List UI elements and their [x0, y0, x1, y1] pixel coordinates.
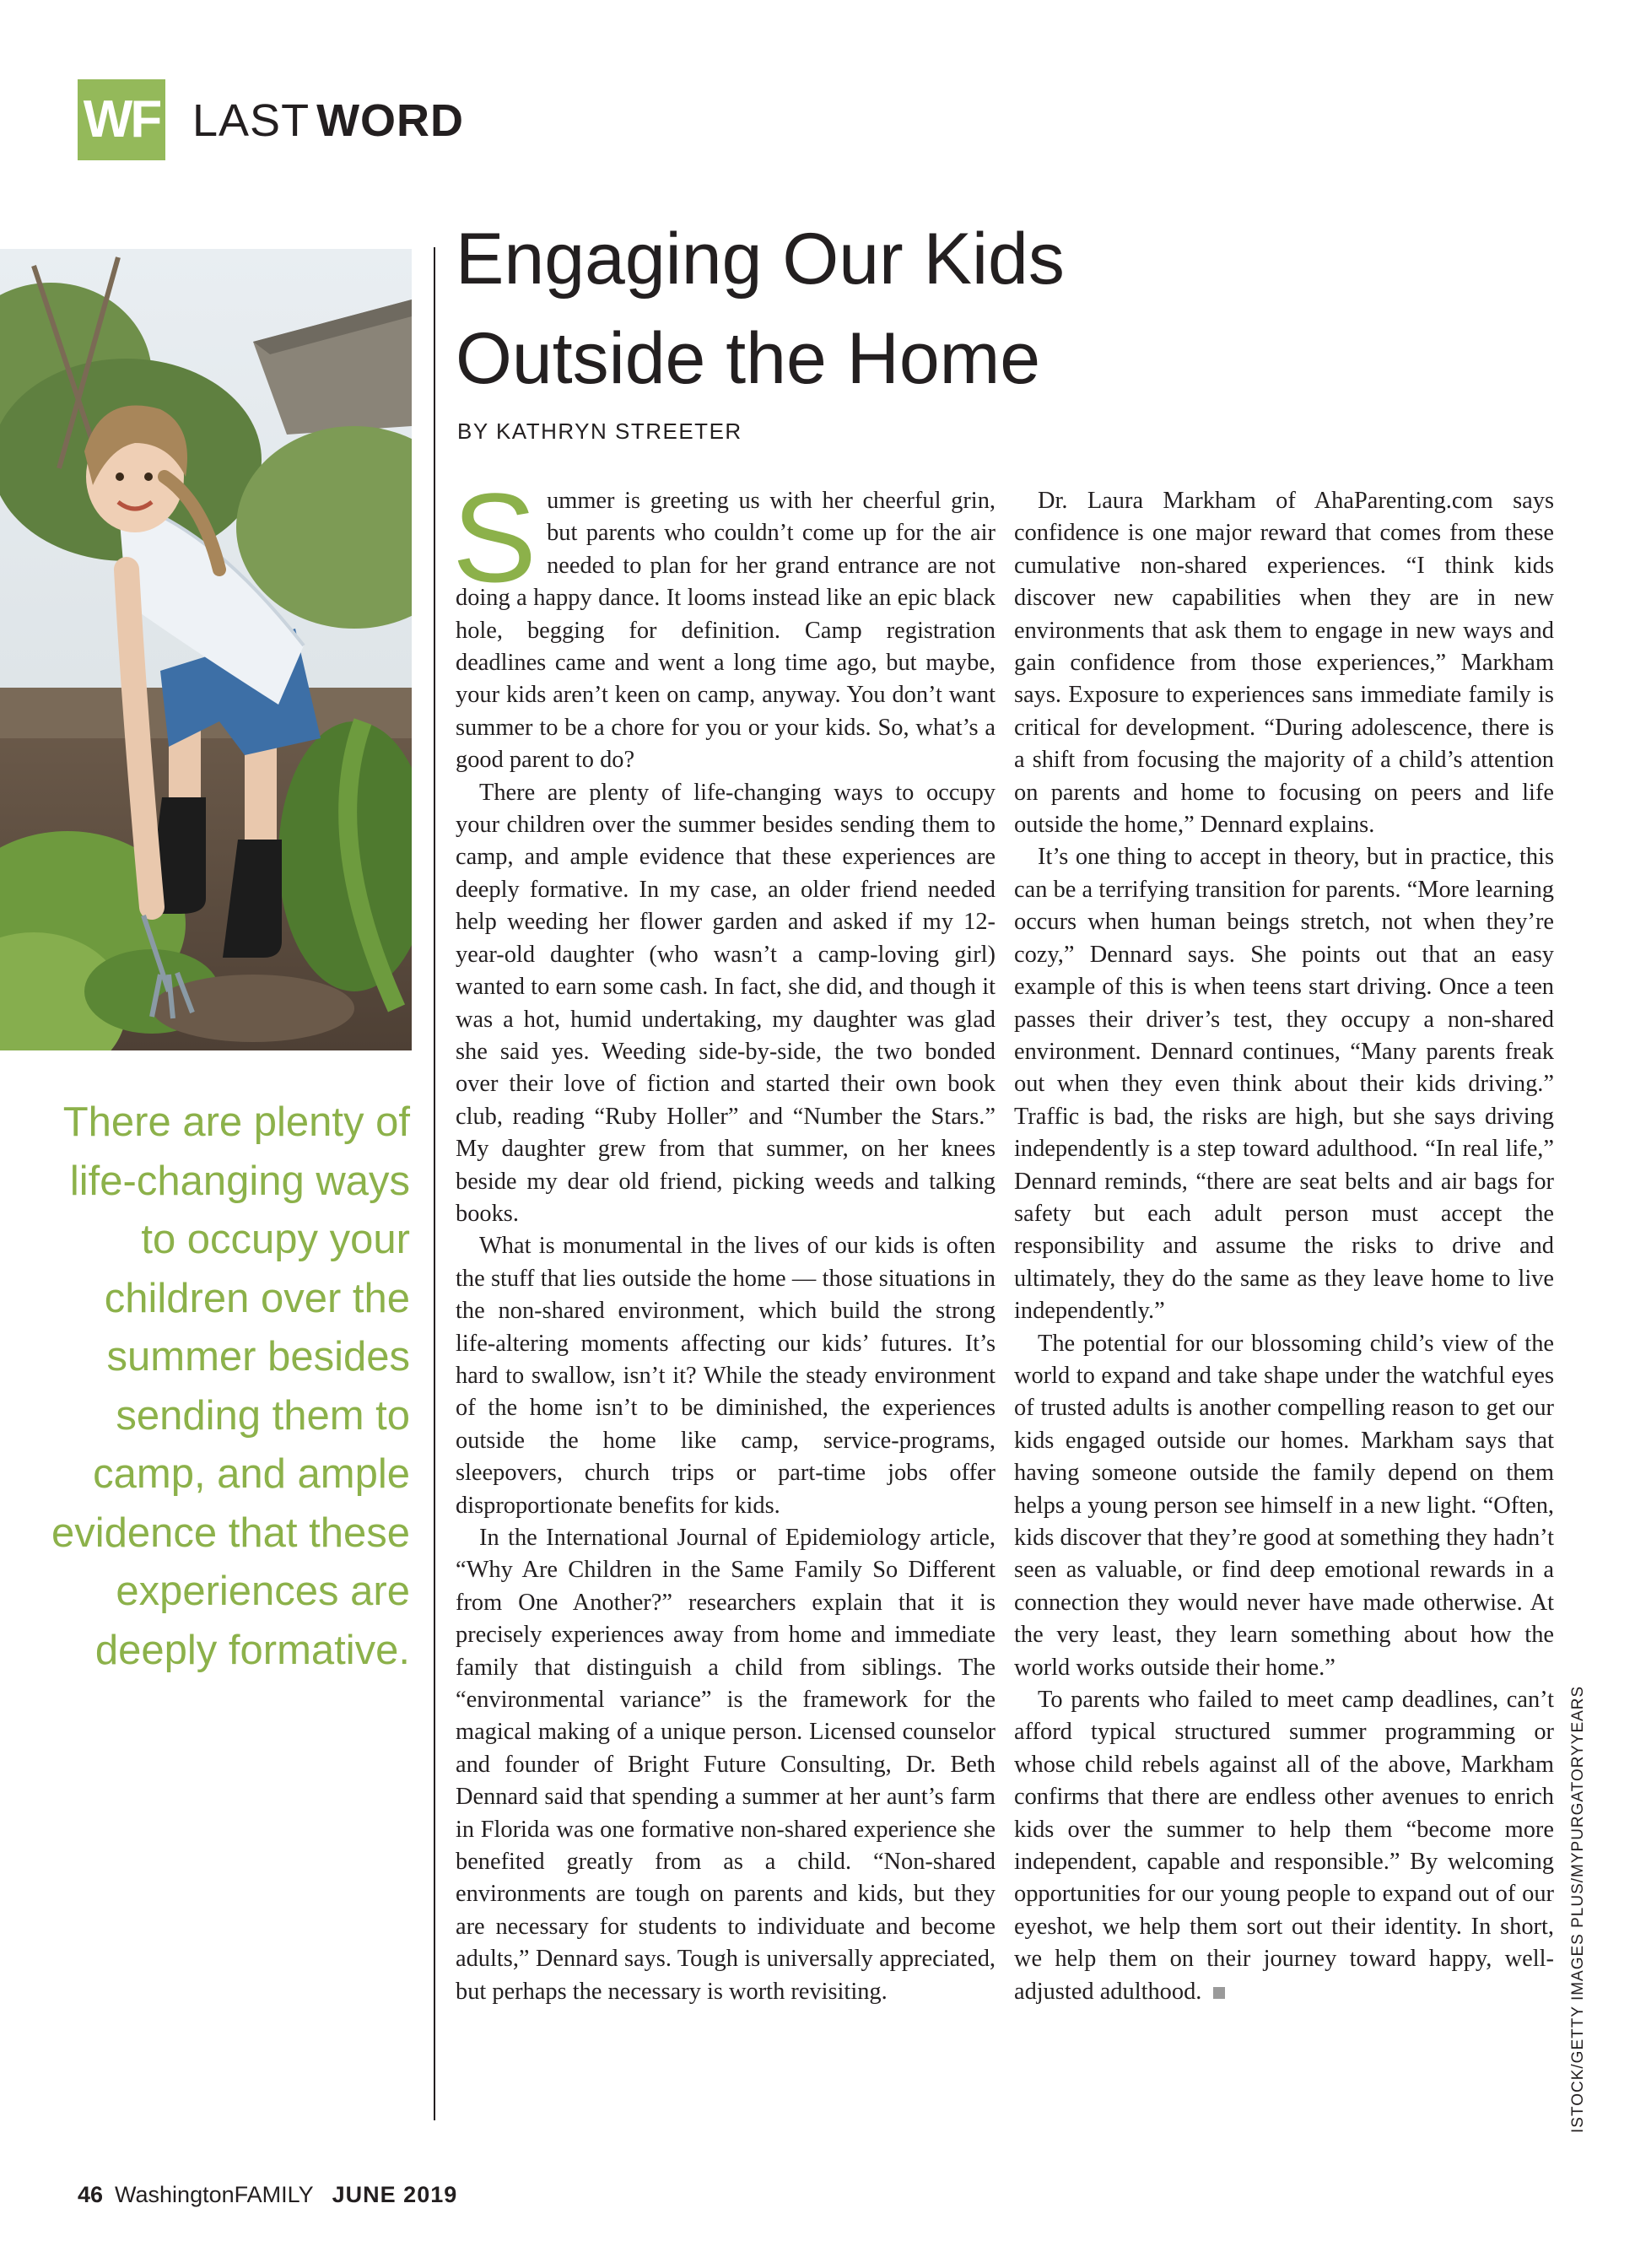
pull-quote: There are plenty of life-changing ways to occupy your children over the summer besides sending them to camp, and ample evidence that these experiences are deeply formative. — [51, 1099, 410, 1673]
section-label-bold: WORD — [316, 95, 465, 146]
paragraph: It’s one thing to accept in theory, but in practice, this can be a terrifying transition for parents. “More learning occurs when human beings stretch, not when they’re cozy,” Dennard says. She points out that an easy example of this is when teens start driving. Once a teen passes their driver’s test, they occupy a non-shared environment. Dennard continues, “Many parents freak out when they even think about their kids driving.” Traffic is bad, the risks are high, but she says driving independently is a step toward adulthood. “In real life,” Dennard reminds, “there are seat belts and air bags for safety but each adult person must accept the responsibility and assume the risks to drive and ultimately, they do the same as they leave home to live independently.” — [1014, 844, 1554, 1325]
paragraph: In the International Journal of Epidemiology article, “Why Are Children in the Same Family So Different from One Another?” researchers explain that it is precisely experiences away from home and immediate family that distinguish a child from siblings. The “environmental variance” is the framework for the magical making of a unique person. Licensed counselor and founder of Bright Future Consulting, Dr. Beth Dennard said that spending a summer at her aunt’s farm in Florida was one formative non-shared experience she benefited greatly from as a child. “Non-shared environments are tough on parents and kids, but they are necessary for students to individuate and become adults,” Dennard says. Tough is universally appreciated, but perhaps the necessary is worth revisiting. — [456, 1525, 996, 2005]
page-number: 46 — [78, 2182, 104, 2207]
paragraph — [452, 467, 996, 777]
publication-name: WashingtonFAMILY — [115, 2182, 314, 2207]
paragraph-text: ummer is greeting us with her cheerful grin, but parents who couldn’t come up for the air needed to plan for her grand entrance are not doing a happy dance. It looms instead like an epic black hole, begging for definition. Camp registration deadlines came and went a long time ago, but maybe, your kids aren’t keen on camp, anyway. You don’t want summer to be a chore for you or your kids. So, what’s a good parent to do? — [456, 488, 996, 774]
paragraph — [1014, 1684, 1554, 2008]
paragraph: Dr. Laura Markham of AhaParenting.com says confidence is one major reward that comes from these cumulative non-shared experiences. “I think kids discover new capabilities when they are in new environments that ask them to engage in new ways and gain confidence from those experiences,” Markham says. Exposure to experiences sans immediate family is critical for development. “During adolescence, there is a shift from focusing the majority of a child’s attention on parents and home to focusing on peers and life outside the home,” Dennard explains. — [1014, 488, 1554, 839]
article-body-left-column — [452, 467, 996, 2122]
article-title-line-2: Outside the Home — [456, 318, 1041, 399]
photo-credit: ISTOCK/GETTY IMAGES PLUS/MYPURGATORYYEARS — [1569, 1685, 1587, 2133]
page-footer — [78, 2178, 457, 2211]
publication-logo: WF — [78, 79, 165, 160]
section-label — [192, 91, 464, 150]
paragraph: What is monumental in the lives of our kids is often the stuff that lies outside the home — those situations in the non-shared environment, which build the strong life-altering moments affecting our kids’ futures. It’s hard to swallow, isn’t it? While the steady environment of the home isn’t to be diminished, the experiences outside the home like camp, service-programs, sleepovers, church trips or part-time jobs offer disproportionate benefits for kids. — [456, 1233, 996, 1519]
article-title — [456, 209, 1552, 408]
issue-date: JUNE 2019 — [332, 2182, 458, 2207]
end-of-article-icon — [1213, 1987, 1225, 1999]
paragraph: The potential for our blossoming child’s view of the world to expand and take shape under the watchful eyes of trusted adults is another compelling reason to get our kids engaged outside our homes. Markham says that having someone outside the family depend on them helps a young person see himself in a new light. “Often, kids discover that they’re good at something they hadn’t seen as valuable, or find deep emotional rewards in a connection they would never have made otherwise. At the very least, they learn something about how the world works outside their home.” — [1014, 1330, 1554, 1681]
paragraph-text: To parents who failed to meet camp deadlines, can’t afford typical structured summer programming or whose child rebels against all of the above, Markham confirms that there are endless other avenues to enrich kids over the summer to help them “become more independent, capable and responsible.” By welcoming opportunities for our young people to expand out of our eyeshot, we help them sort out their identity. In short, we help them on their journey toward happy, well-adjusted adulthood. — [1014, 1687, 1554, 2005]
section-label-light: LAST — [192, 95, 310, 146]
drop-cap: S — [452, 467, 537, 608]
column-divider — [434, 247, 435, 2120]
paragraph: There are plenty of life-changing ways to occupy your children over the summer besides sending them to camp, and ample evidence that these experiences are deeply formative. In my case, an older friend needed help weeding her flower garden and asked if my 12-year-old daughter (who wasn’t a camp-loving girl) wanted to earn some cash. In fact, she did, and though it was a hot, humid undertaking, my daughter was glad she said yes. Weeding side-by-side, the two bonded over their love of fiction and started their own book club, reading “Ruby Holler” and “Number the Stars.” My daughter grew from that summer, on her knees beside my dear old friend, picking weeds and talking books. — [456, 779, 996, 1227]
photo-girl-gardening-icon — [0, 249, 412, 1050]
article-title-line-1: Engaging Our Kids — [456, 219, 1065, 300]
byline: BY KATHRYN STREETER — [457, 418, 742, 444]
article-body-right-column — [1014, 485, 1554, 2122]
article-photo — [0, 249, 412, 1050]
